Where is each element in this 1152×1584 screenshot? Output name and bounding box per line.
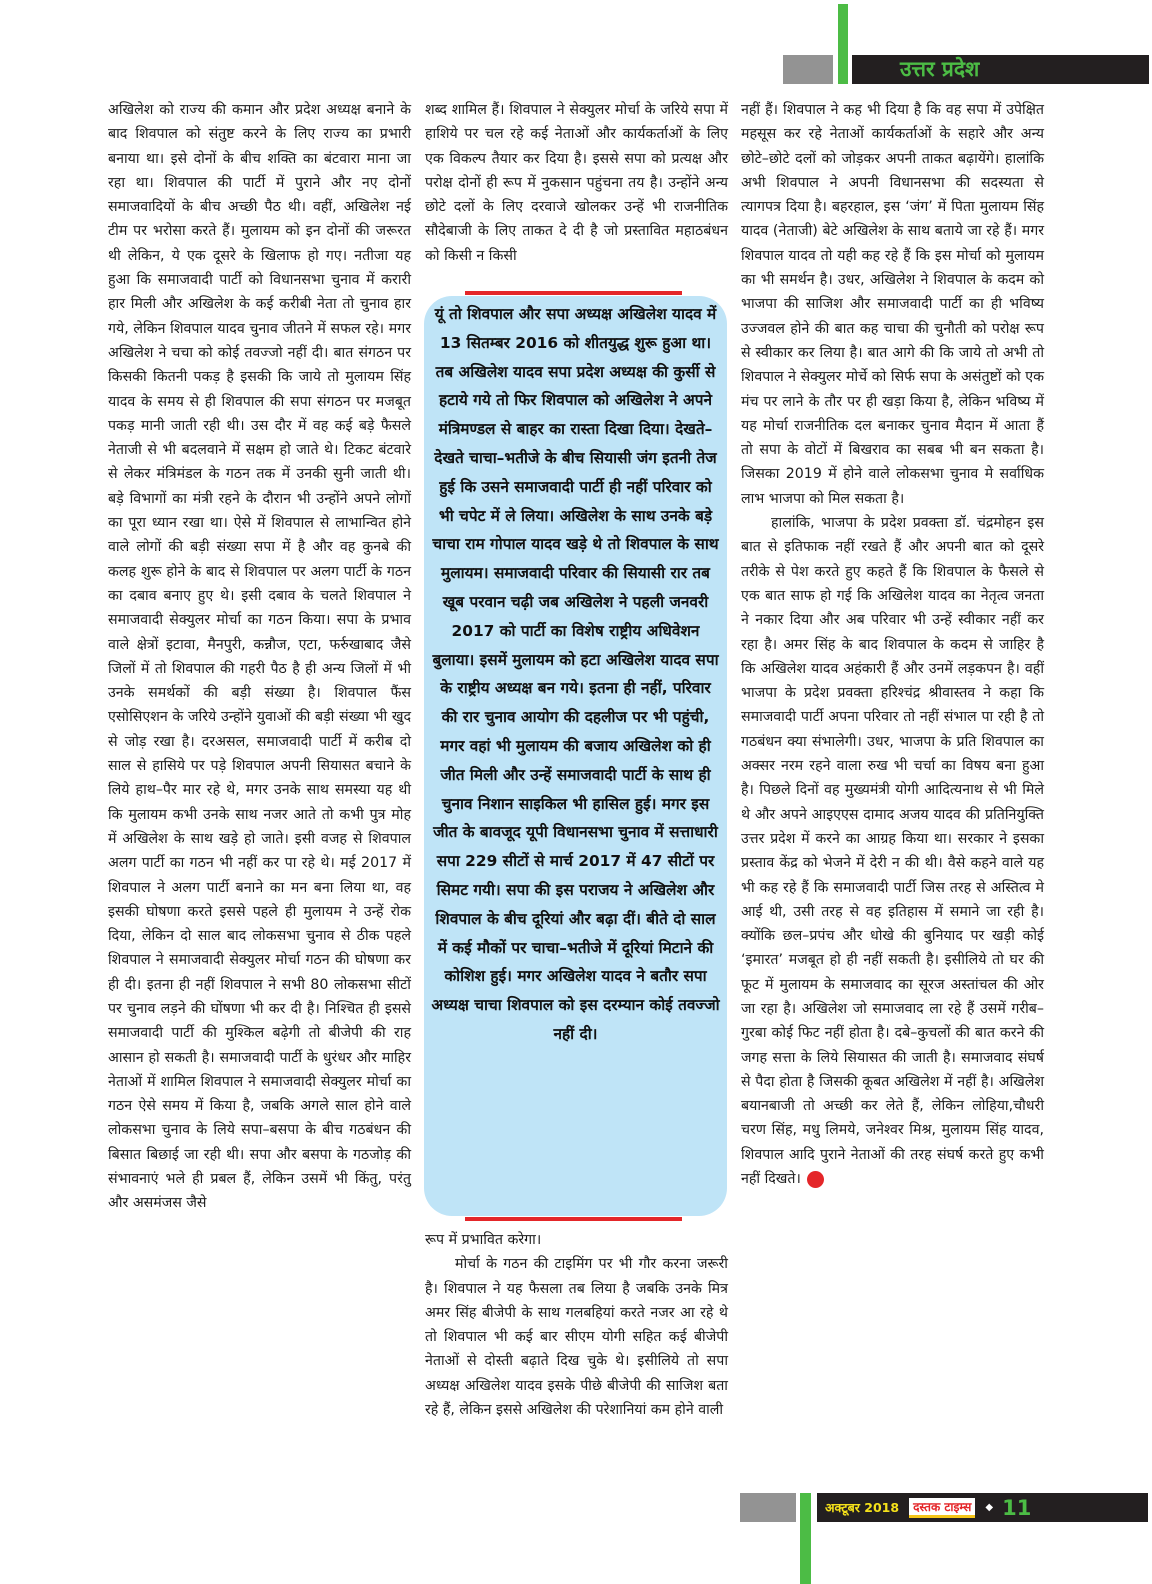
- end-mark-dot-icon: [807, 1171, 824, 1188]
- article-column-1: [108, 98, 411, 1216]
- footer-grey-block: [740, 1493, 796, 1522]
- pull-quote-top-rule: [465, 291, 682, 295]
- footer-bar: [817, 1493, 1148, 1522]
- article-paragraph: नहीं हैं। शिवपाल ने कह भी दिया है कि वह सपा में उपेक्षित महसूस कर रहे नेताओं कार्यकर्ताओं के सहारे और अन्य छोटे–छोटे दलों को जोड़कर अपनी ताकत बढ़ायेंगे। हालांकि अभी शिवपाल ने अपनी विधानसभा की सदस्यता से त्यागपत्र दिया है। बहरहाल, इस ‘जंग’ में पिता मुलायम सिंह यादव (नेताजी) बेटे अखिलेश के साथ बताये जा रहे हैं। मगर शिवपाल यादव तो यही कह रहे हैं कि इस मोर्चा को मुलायम का भी समर्थन है। उधर, अखिलेश ने शिवपाल के कदम को भाजपा की साजिश और समाजवादी पार्टी का ही भविष्य उज्जवल होने की बात कह चाचा की चुनौती को परोक्ष रूप से स्वीकार कर लिया है। बात आगे की कि जाये तो अभी तो शिवपाल ने सेक्युलर मोर्चे को सिर्फ सपा के असंतुष्टों को एक मंच पर लाने के तौर पर ही खड़ा किया है, लेकिन भविष्य में यह मोर्चा राजनीतिक दल बनाकर चुनाव मैदान में आता हैं तो सपा के वोटों में बिखराव का सबब भी बन सकता है। जिसका 2019 में होने वाले लोकसभा चुनाव मे सर्वाधिक लाभ भाजपा को मिल सकता है।: [741, 102, 1044, 507]
- magazine-logo: दस्तक टाइम्स: [909, 1498, 975, 1518]
- article-paragraph: अखिलेश को राज्य की कमान और प्रदेश अध्यक्ष बनाने के बाद शिवपाल को संतुष्ट करने के लिए राज्य का प्रभारी बनाया था। इसे दोनों के बीच शक्ति का बंटवारा माना जा रहा था। शिवपाल की पार्टी में पुराने और नए दोनों समाजवादियों के बीच अच्छी पैठ थी। वहीं, अखिलेश नई टीम पर भरोसा करते हैं। मुलायम को इन दोनों की जरूरत थी लेकिन, ये एक दूसरे के खिलाफ हो गए। नतीजा यह हुआ कि समाजवादी पार्टी को विधानसभा चुनाव में करारी हार मिली और अखिलेश के कई करीबी नेता तो चुनाव हार गये, लेकिन शिवपाल यादव चुनाव जीतने में सफल रहे। मगर अखिलेश ने चचा को कोई तवज्जो नहीं दी। बात संगठन पर किसकी कितनी पकड़ है इसकी कि जाये तो मुलायम सिंह यादव के समय से ही शिवपाल की सपा संगठन पर मजबूत पकड़ मानी जाती रही थी। उस दौर में वह कई बड़े फैसले नेताजी से भी बदलवाने में सक्षम हो जाते थे। टिकट बंटवारे से लेकर मंत्रिमंडल के गठन तक में उनकी सुनी जाती थी। बड़े विभागों का मंत्री रहने के दौरान भी उन्होंने अपने लोगों का पूरा ध्यान रखा था। ऐसे में शिवपाल से लाभान्वित होने वाले लोगों की बड़ी संख्या सपा में है और वह कुनबे की कलह शुरू होने के बाद से शिवपाल पर अलग पार्टी के गठन का दबाव बनाए हुए थे। इसी दबाव के चलते शिवपाल ने समाजवादी सेक्युलर मोर्चा का गठन किया। सपा के प्रभाव वाले क्षेत्रों इटावा, मैनपुरी, कन्नौज, एटा, फर्रुखाबाद जैसे जिलों में तो शिवपाल की गहरी पैठ है ही अन्य जिलों में भी उनके समर्थकों की बड़ी संख्या है। शिवपाल फैंस एसोसिएशन के जरिये उन्होंने युवाओं की बड़ी संख्या भी खुद से जोड़ रखा है। दरअसल, समाजवादी पार्टी में करीब दो साल से हासिये पर पड़े शिवपाल अपनी सियासत बचाने के लिये हाथ–पैर मार रहे थे, मगर उनके साथ समस्या यह थी कि मुलायम कभी उनके साथ नजर आते तो कभी पुत्र मोह में अखिलेश के साथ खड़े हो जाते। इसी वजह से शिवपाल अलग पार्टी का गठन भी नहीं कर पा रहे थे। मई 2017 में शिवपाल ने अलग पार्टी बनाने का मन बना लिया था, वह इसकी घोषणा करते इससे पहले ही मुलायम ने उन्हें रोक दिया, लेकिन दो साल बाद लोकसभा चुनाव से ठीक पहले शिवपाल ने समाजवादी सेक्युलर मोर्चा गठन की घोषणा कर ही दी। इतना ही नहीं शिवपाल ने सभी 80 लोकसभा सीटों पर चुनाव लड़ने की घोंषणा भी कर दी है। निश्चित ही इससे समाजवादी पार्टी की मुश्किल बढ़ेगी तो बीजेपी की राह आसान हो सकती है। समाजवादी पार्टी के धुरंधर और माहिर नेताओं में शामिल शिवपाल ने समाजवादी सेक्युलर मोर्चा का गठन ऐसे समय में किया है, जबकि अगले साल होने वाले लोकसभा चुनाव के लिये सपा–बसपा के बीच गठबंधन की बिसात बिछाई जा रही थी। सपा और बसपा के गठजोड़ की संभावनाएं भले ही प्रबल हैं, लेकिन उसमें भी किंतु, परंतु और असमंजस जैसे: [108, 102, 411, 1212]
- article-column-2-top: [425, 98, 728, 268]
- pull-quote-text: यूं तो शिवपाल और सपा अध्यक्ष अखिलेश यादव में 13 सितम्बर 2016 को शीतयुद्ध शुरू हुआ था। तब अखिलेश यादव सपा प्रदेश अध्यक्ष की कुर्सी से हटाये गये तो फिर शिवपाल को अखिलेश ने अपने मंत्रिमण्डल से बाहर का रास्ता दिखा दिया। देखते–देखते चाचा–भतीजे के बीच सियासी जंग इतनी तेज हुई कि उसने समाजवादी पार्टी ही नहीं परिवार को भी चपेट में ले लिया। अखिलेश के साथ उनके बड़े चाचा राम गोपाल यादव खड़े थे तो शिवपाल के साथ मुलायम। समाजवादी परिवार की सियासी रार तब खूब परवान चढ़ी जब अखिलेश ने पहली जनवरी 2017 को पार्टी का विशेष राष्ट्रीय अधिवेशन बुलाया। इसमें मुलायम को हटा अखिलेश यादव सपा के राष्ट्रीय अध्यक्ष बन गये। इतना ही नहीं, परिवार की रार चुनाव आयोग की दहलीज पर भी पहुंची, मगर वहां भी मुलायम की बजाय अखिलेश को ही जीत मिली और उन्हें समाजवादी पार्टी के साथ ही चुनाव निशान साइकिल भी हासिल हुई। मगर इस जीत के बावजूद यूपी विधानसभा चुनाव में सत्ताधारी सपा 229 सीटों से मार्च 2017 में 47 सीटों पर सिमट गयी। सपा की इस पराजय ने अखिलेश और शिवपाल के बीच दूरियां और बढ़ा दीं। बीते दो साल में कई मौकों पर चाचा–भतीजे में दूरियां मिटाने की कोशिश हुई। मगर अखिलेश यादव ने बतौर सपा अध्यक्ष चाचा शिवपाल को इस दरम्यान कोई तवज्जो नहीं दी।: [431, 305, 720, 1043]
- section-header-bar: [852, 55, 1149, 84]
- header-grey-block: [783, 55, 833, 84]
- article-column-2-bottom: [425, 1228, 728, 1422]
- issue-date: अक्टूबर 2018: [825, 1500, 900, 1515]
- article-paragraph: मोर्चा के गठन की टाइमिंग पर भी गौर करना जरूरी है। शिवपाल ने यह फैसला तब लिया है जबकि उनके मित्र अमर सिंह बीजेपी के साथ गलबहियां करते नजर आ रहे थे तो शिवपाल भी कई बार सीएम योगी सहित कई बीजेपी नेताओं से दोस्ती बढ़ाते दिख चुके थे। इसीलिये तो सपा अध्यक्ष अखिलेश यादव इसके पीछे बीजेपी की साजिश बता रहे हैं, लेकिन इससे अखिलेश की परेशानियां कम होने वाली: [425, 1256, 728, 1419]
- article-paragraph: शब्द शामिल हैं। शिवपाल ने सेक्युलर मोर्चा के जरिये सपा में हाशिये पर चल रहे कई नेताओं और कार्यकर्ताओं के लिए एक विकल्प तैयार कर दिया है। इससे सपा को प्रत्यक्ष और परोक्ष दोनों ही रूप में नुकसान पहुंचना तय है। उन्होंने अन्य छोटे दलों के लिए दरवाजे खोलकर उन्हें भी राजनीतिक सौदेबाजी के लिए ताकत दे दी है जो प्रस्तावित महाठबंधन को किसी न किसी: [425, 102, 728, 264]
- header-green-rule: [838, 4, 848, 84]
- article-paragraph-text: हालांकि, भाजपा के प्रदेश प्रवक्ता डॉ. चंद्रमोहन इस बात से इतिफाक नहीं रखते हैं और अपनी बात को दूसरे तरीके से पेश करते हुए कहते हैं कि शिवपाल के फैसले से एक बात साफ हो गई कि अखिलेश यादव का नेतृत्व जनता ने नकार दिया और अब परिवार भी उन्हें स्वीकार नहीं कर रहा है। अमर सिंह के बाद शिवपाल के कदम से जाहिर है कि अखिलेश यादव अहंकारी हैं और उनमें लड़कपन है। वहीं भाजपा के प्रदेश प्रवक्ता हरिश्चंद्र श्रीवास्तव ने कहा कि समाजवादी पार्टी अपना परिवार तो नहीं संभाल पा रही है तो गठबंधन क्या संभालेगी। उधर, भाजपा के प्रति शिवपाल का अक्सर नरम रहने वाला रुख भी चर्चा का विषय बना हुआ है। पिछले दिनों वह मुख्यमंत्री योगी आदित्यनाथ से भी मिले थे और अपने आइएएस दामाद अजय यादव की प्रतिनियुक्ति उत्तर प्रदेश में करने का आग्रह किया था। सरकार ने इसका प्रस्ताव केंद्र को भेजने में देरी न की थी। वैसे कहने वाले यह भी कह रहे हैं कि समाजवादी पार्टी जिस तरह से अस्तित्व मे आई थी, उसी तरह से वह इतिहास में समाने जा रही है। क्योंकि छल–प्रपंच और धोखे की बुनियाद पर खड़ी कोई ‘इमारत’ मजबूत हो ही नहीं सकती है। इसीलिये तो घर की फूट में मुलायम के समाजवाद का सूरज अस्तांचल की ओर जा रहा है। अखिलेश जो समाजवाद ला रहे हैं उसमें गरीब–गुरबा कोई फिट नहीं होता है। दबे–कुचलों की बात करने की जगह सत्ता के लिये सियासत की जाती है। समाजवाद संघर्ष से पैदा होता है जिसकी कूबत अखिलेश में नहीं है। अखिलेश बयानबाजी तो अच्छी कर लेते हैं, लेकिन लोहिया,चौधरी चरण सिंह, मधु लिमये, जनेश्वर मिश्र, मुलायम सिंह यादव, शिवपाल आदि पुराने नेताओं की तरह संघर्ष करते हुए कभी नहीं दिखते।: [741, 515, 1044, 1188]
- article-paragraph-last: [741, 511, 1044, 1191]
- article-column-3: [741, 98, 1044, 1191]
- article-paragraph: रूप में प्रभावित करेगा।: [425, 1232, 542, 1248]
- diamond-separator-icon: ◆: [985, 1502, 994, 1513]
- section-title: उत्तर प्रदेश: [900, 57, 980, 81]
- pull-quote-bottom-rule: [465, 1217, 682, 1221]
- page-number: 11: [1002, 1495, 1032, 1520]
- pull-quote-box: [424, 296, 727, 1216]
- footer-green-rule: [800, 1493, 811, 1584]
